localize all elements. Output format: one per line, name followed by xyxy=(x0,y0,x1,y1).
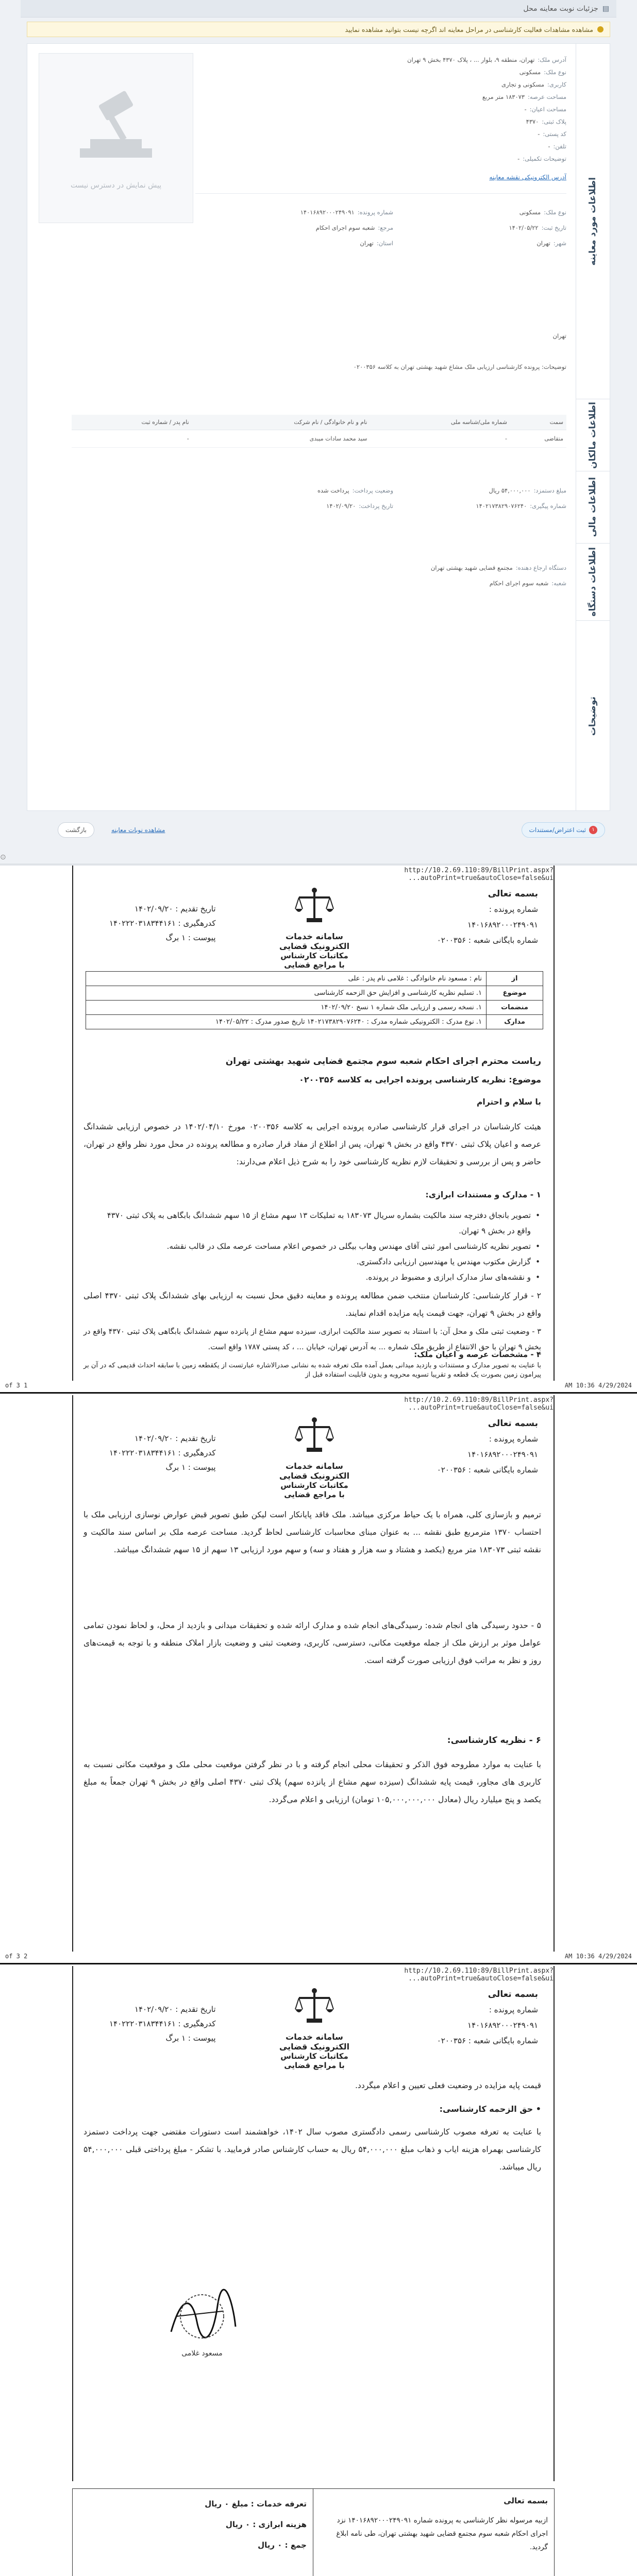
list-item: • تصویر نظریه کارشناسی امور ثبتی آقای مهندس وهاب بیگلی در خصوص اعلام مساحت عرصه ملک در قالب نقشه. xyxy=(93,1239,531,1254)
tab-finance[interactable]: اطلاعات مالی xyxy=(576,471,610,544)
section-scope: ۵ - حدود رسیدگی های انجام شده: رسیدگی‌های انجام شده و مدارک ارائه شده و تحقیقات میدانی و بازدید از محل، و لحاظ نمودن تمامی عوامل موثر بر ارزش ملک از جمله موقعیت مکانی، دسترسی، کاربری، وضعیت ثبتی و وضعیت بازار املاک منطقه و با توجه به قیمت‌های روز و نظر به مراتب فوق ارزیابی صورت گرفته است. xyxy=(83,1621,541,1665)
owners-table xyxy=(72,415,566,448)
list-item: • گزارش مکتوب مهندس یا مهندسین ارزیابی دادگستری. xyxy=(93,1254,531,1269)
map-link[interactable]: آدرس الکترونیکی نقشه معاینه xyxy=(489,174,566,181)
submit-objection-button[interactable]: ۱ ثبت اعتراض/مستندات xyxy=(522,822,605,838)
divider xyxy=(195,193,566,194)
judiciary-emblem: سامانه خدمات الکترونیک قضایی مکاتبات کارشناس با مراجع قضایی xyxy=(278,1987,350,2070)
scales-icon xyxy=(291,1416,338,1457)
field-extra: توضیحات تکمیلی:- xyxy=(517,155,566,162)
scroll-icon[interactable]: ⊙ xyxy=(0,853,6,861)
doc-page-3 xyxy=(72,1966,555,2481)
portal-area xyxy=(0,0,637,866)
notice-text: مشاهده مشاهدات فعالیت کارشناسی در مراحل معاینه اند اگرچه نیست بتوانید مشاهده نمایید xyxy=(345,25,593,33)
fee-line: تعرفه خدمات : مبلغ ۰ ریال xyxy=(205,2499,307,2509)
list-item: • تصویر بانجاق دفترچه سند مالکیت بشماره سریال ۱۸۳۰۷۳ به تملیکات ۱۳ سهم مشاع از ۱۵ سهم ششدانگ بابگاهی به پلاک ثبتی ۴۳۷۰ واقع در بخش ۹ تهران. xyxy=(93,1208,531,1239)
doc-page-2 xyxy=(72,1395,555,1952)
cost-line: هزینه ابرازی : ۰ ریال xyxy=(225,2520,307,2529)
info-icon: ▤ xyxy=(602,4,609,13)
field-authority: مرجع:شعبه سوم اجرای احکام xyxy=(315,224,393,231)
doc-header-right: بسمه تعالی شماره پرونده : ۱۴۰۱۶۸۹۲۰۰۰۲۴۹۰۹۱ شماره بایگانی شعبه : ۰۲۰۰۳۵۶ xyxy=(437,889,538,945)
field-property-type: نوع ملک:مسکونی xyxy=(519,69,566,76)
print-timestamp: 4/29/2024 10:36 AM xyxy=(564,1382,632,1389)
field-address: آدرس ملک:تهران، منطقه ۹، بلوار ... ، پلاک ۴۳۷۰ بخش ۹ تهران xyxy=(407,56,566,63)
photo-placeholder xyxy=(39,53,193,223)
judiciary-emblem: سامانه خدمات الکترونیک قضایی مکاتبات کارشناس با مراجع قضایی xyxy=(278,1416,350,1499)
section-tabs xyxy=(576,44,610,810)
letter-intro: هیئت کارشناسان در اجرای قرار کارشناسی صادره پرونده اجرایی به کلاسه ۰۲۰۰۳۵۶ مورخ ۱۴۰۲/۰۴/۱۰ در خصوص ارزیابی ششدانگ عرصه و اعیان پلاک ثبتی ۴۳۷۰ واقع در بخش ۹ تهران، پس از اطلاع از مفاد قرار صادره و مطالعه پرونده در محل مورد نظر واقع در تهران، حاضر و پس از بررسی و تحقیقات لازم نظریه کارشناسی خود را به شرح ذیل اعلام می‌دارند: xyxy=(83,1122,541,1166)
letter-greeting: با سلام و احترام xyxy=(477,1097,541,1107)
doc-header-right: بسمه تعالی شماره پرونده : ۱۴۰۱۶۸۹۲۰۰۰۲۴۹۰۹۱ شماره بایگانی شعبه : ۰۲۰۰۳۵۶ xyxy=(437,1418,538,1475)
col-name: نام و نام خانوادگی / نام شرکت xyxy=(192,415,371,430)
fee-text: با عنایت به تعرفه مصوب کارشناسی رسمی دادگستری مصوب سال ۱۴۰۲، خواهشمند است دستورات مقتضی جهت پرداخت دستمزد کارشناسی بهمراه هزینه ایاب و ذهاب مبلغ ۵۴,۰۰۰,۰۰۰ ریال به حساب کارشناس صادر فرمایید. با تشکر - مبلغ پرداختی قبلی ۵۴,۰۰۰,۰۰۰ ریال میباشد. xyxy=(83,2127,542,2172)
tab-case-info[interactable]: اطلاعات مورد معاینه xyxy=(576,44,610,399)
section-registry: ۳ - وضعیت ثبتی ملک و محل آن: با استناد به تصویر سند مالکیت ابرازی، سیزده سهم مشاع از پانزده سهم ششدانگ بابگاهی پلاک ثبتی ۴۳۷۰ واقع در بخش ۹ تهران با حق الانتفاع از طریق ملک شماره ... به آدرس تهران، خیابان ... ، کد پستی ۱۷۸۷ واقع است. xyxy=(83,1328,541,1351)
specs-continued: ترمیم و بازسازی کلی، همراه با یک حیاط مرکزی میباشد. ملک فاقد پایانکار است لیکن طبق تصویر قبض عوارض نوسازی ارزیابی ملک با احتساب ۱۳۷۰ مترمربع طبق نقشه ... به عنوان مبنای محاسبات کارشناسی لحاظ گردید. مساحت عرصه ملک بر اساس سند مالکیت و نقشه ثبتی ۱۸۳۰۷۳ متر مربع (یکصد و هشتاد و سه هزار و هفتاد و سه) و سهم مورد ارزیابی ۱۳ سهم از ۱۵ سهم ششدانگ میباشد. xyxy=(83,1510,541,1554)
doc-header-right: بسمه تعالی شماره پرونده : ۱۴۰۱۶۸۹۲۰۰۰۲۴۹۰۹۱ شماره بایگانی شعبه : ۰۲۰۰۳۵۶ xyxy=(437,1989,538,2045)
section-specs-title: ۴ - مشخصات عرصه و اعیان ملک: xyxy=(414,1350,541,1359)
view-visits-link[interactable]: مشاهده نوبات معاینه xyxy=(111,826,165,834)
details-panel xyxy=(27,43,610,811)
field-type-2: نوع ملک:مسکونی xyxy=(519,209,566,216)
city-label: تهران xyxy=(552,332,566,340)
total-line: جمع : ۰ ریال xyxy=(258,2540,307,2550)
col-role: سمت xyxy=(510,415,566,430)
receipt-left xyxy=(73,2489,313,2576)
col-national-id: شماره ملی/شناسه ملی xyxy=(370,415,510,430)
field-case-no: شماره پرونده:۱۴۰۱۶۸۹۲۰۰۰۲۴۹۰۹۱ xyxy=(300,209,393,216)
field-fee: مبلغ دستمزد:۵۴,۰۰۰,۰۰۰ ریال xyxy=(489,487,566,494)
page-break xyxy=(0,1963,637,1964)
window-header xyxy=(21,0,616,18)
receipt-right: بسمه تعالی ازبیه مرسوله نظر کارشناسی به پرونده شماره ۱۴۰۱۶۸۹۲۰۰۰۲۴۹۰۹۱ نزد اجرای احکام شعبه سوم مجتمع قضایی شهید بهشتی تهران، طی نامه ابلاغ گردید. xyxy=(313,2489,554,2576)
signature-image xyxy=(161,2285,243,2347)
letter-addressee: ریاست محترم اجرای احکام شعبه سوم مجتمع قضایی شهید بهشتی تهران xyxy=(225,1056,541,1066)
tab-notes[interactable]: توضیحات xyxy=(588,696,598,736)
field-building-area: مساحت اعیان:- xyxy=(524,106,566,113)
field-pay-status: وضعیت پرداخت:پرداخت شده xyxy=(317,487,393,494)
print-timestamp: 4/29/2024 10:36 AM xyxy=(564,1953,632,1960)
section-order: ۲ - قرار کارشناسی: کارشناسان منتخب ضمن مطالعه پرونده و معاینه دقیق محل نسبت به ارزیابی بهای ششدانگ پلاک ثبتی ۴۳۷۰ اصلی واقع در بخش ۹ تهران، جهت قیمت پایه مزایده اقدام نمایند. xyxy=(83,1291,541,1318)
print-url: http://10.2.69.110:89/BillPrint.aspx?autoPrint=true&autoClose=false&ui... xyxy=(404,867,554,882)
doc-header-left: تاریخ تقدیم : ۱۴۰۲/۰۹/۲۰ کدرهگیری : ۱۴۰۲۲۲۰۳۱۸۳۴۴۱۶۱ پیوست : ۱ برگ xyxy=(109,904,216,942)
section-docs-title: ۱ - مدارک و مستندات ابرازی: xyxy=(425,1190,541,1199)
table-row: متقاضی - سید محمد سادات میبدی - xyxy=(72,430,566,448)
section-opinion: با عنایت به موارد مطروحه فوق الذکر و تحقیقات محلی انجام گرفته و با در نظر گرفتن موقعیت محلی ملک و موقعیت مکانی نسبت به کاربری های مجاور، قیمت پایه ششدانگ (سیزده سهم مشاع از پانزده سهم) پلاک ثبتی ۴۳۷۰ اصلی واقع در بخش ۹ تهران جمعاً به مبلغ یکصد و پنج میلیارد ریال (معادل ۱۰۵,۰۰۰,۰۰۰,۰۰۰ تومان) ارزیابی و اعلام می‌گردد. xyxy=(83,1760,541,1804)
gavel-icon xyxy=(70,87,162,174)
field-city: شهر:تهران xyxy=(537,240,566,247)
action-bar xyxy=(27,818,610,842)
list-item: • و نقشه‌های ساز مدارک ابرازی و مضبوط در پرونده. xyxy=(93,1269,531,1285)
fee-title: • حق الزحمه کارشناسی: xyxy=(439,2104,541,2114)
receipt-text: ازبیه مرسوله نظر کارشناسی به پرونده شماره ۱۴۰۱۶۸۹۲۰۰۰۲۴۹۰۹۱ نزد اجرای احکام شعبه سوم مجتمع قضایی شهید بهشتی تهران، طی نامه ابلاغ گردید. xyxy=(336,2516,548,2551)
tab-owners[interactable]: اطلاعات مالکان xyxy=(576,399,610,471)
signature-block: مسعود غلامی xyxy=(161,2285,243,2358)
field-usage: کاربری:مسکونی و تجاری xyxy=(501,81,566,88)
scales-icon xyxy=(291,1987,338,2028)
field-phone: تلفن:- xyxy=(548,143,566,150)
doc-header-left: تاریخ تقدیم : ۱۴۰۲/۰۹/۲۰ کدرهگیری : ۱۴۰۲۲۲۰۳۱۸۳۴۴۱۶۱ پیوست : ۱ برگ xyxy=(109,2005,216,2043)
tab-device[interactable]: اطلاعات دستگاه xyxy=(576,544,610,621)
print-url: http://10.2.69.110:89/BillPrint.aspx?autoPrint=true&autoClose=false&ui... xyxy=(404,1396,554,1412)
letter-meta-table: از نام : مسعود نام خانوادگی : غلامی نام پدر : علی موضوع ۱. تسلیم نظریه کارشناسی و افزایش حق الزحمه کارشناسی منضمات ۱. نسخه رسمی و ارزیابی ملک شماره ۱ نسخ ۱۴۰۲/۰۹/۲۰ مدارک ۱. نوع مدرک : الکترونیکی شماره مدرک : ۱۴۰۲۱۷۳۸۲۹۰۷۶۲۴۰ تاریخ صدور مدرک : ۱۴۰۲/۰۵/۲۲ xyxy=(86,971,543,1029)
page-number: 2 of 3 xyxy=(5,1953,28,1960)
page-break xyxy=(0,1392,637,1394)
doc-page-1 xyxy=(72,866,555,1381)
field-branch: شعبه:شعبه سوم اجرای احکام xyxy=(489,580,566,587)
judiciary-emblem: سامانه خدمات الکترونیک قضایی مکاتبات کارشناس با مراجع قضایی xyxy=(278,886,350,970)
window-title: جزئیات نوبت معاینه محل xyxy=(523,4,598,13)
field-province: استان:تهران xyxy=(360,240,393,247)
field-reg-date: تاریخ ثبت:۱۴۰۲/۰۵/۲۲ xyxy=(509,224,566,231)
back-button[interactable]: بازگشت xyxy=(58,822,94,838)
base-price-note: قیمت پایه مزایده در وضعیت فعلی تعیین و اعلام میگردد. xyxy=(355,2081,541,2090)
field-land-area: مساحت عرصه:۱۸۳۰۷۳ متر مربع xyxy=(482,93,566,100)
col-father: نام پدر / شماره ثبت xyxy=(72,415,192,430)
delivery-receipt xyxy=(72,2488,555,2576)
field-postal-code: کد پستی:- xyxy=(538,130,566,138)
case-note: توضیحات: پرونده کارشناسی ارزیابی ملک مشاع شهید بهشتی تهران به کلاسه ۰۲۰۰۳۵۶ xyxy=(353,363,566,370)
photo-caption: پیش نمایش در دسترس نیست xyxy=(70,181,162,190)
print-url: http://10.2.69.110:89/BillPrint.aspx?autoPrint=true&autoClose=false&ui... xyxy=(404,1967,554,1982)
count-badge: ۱ xyxy=(589,826,597,834)
warning-icon xyxy=(597,26,604,32)
page-number: 1 of 3 xyxy=(5,1382,28,1389)
scanned-document xyxy=(0,866,637,2576)
section-specs: با عنایت به تصویر مدارک و مستندات و بازدید میدانی بعمل آمده ملک تعرفه شده به نشانی صدرالاشاره عبارتست از یکقطعه زمین با سابقه احداث قدیمی که در آن بر پیرامون زمین بصورت یک قطعه و تقریبا تسویه محروبه و بدون قابلیت استفاده قبل از xyxy=(83,1362,541,1379)
field-plate: پلاک ثبتی:۴۳۷۰ xyxy=(526,118,566,125)
scales-icon xyxy=(291,886,338,927)
notice-banner xyxy=(27,22,610,37)
doc-header-left: تاریخ تقدیم : ۱۴۰۲/۰۹/۲۰ کدرهگیری : ۱۴۰۲۲۲۰۳۱۸۳۴۴۱۶۱ پیوست : ۱ برگ xyxy=(109,1434,216,1472)
field-tracking: شماره پیگیری:۱۴۰۲۱۷۳۸۲۹۰۷۶۲۴۰ xyxy=(476,502,566,510)
section-opinion-title: ۶ - نظریه کارشناسی: xyxy=(447,1735,541,1745)
field-referrer: دستگاه ارجاع دهنده:مجتمع قضایی شهید بهشتی تهران xyxy=(430,564,566,571)
field-pay-date: تاریخ پرداخت:۱۴۰۲/۰۹/۲۰ xyxy=(326,502,393,510)
letter-topic: موضوع: نظریه کارشناسی پرونده اجرایی به کلاسه ۰۲۰۰۳۵۶ xyxy=(299,1075,541,1084)
